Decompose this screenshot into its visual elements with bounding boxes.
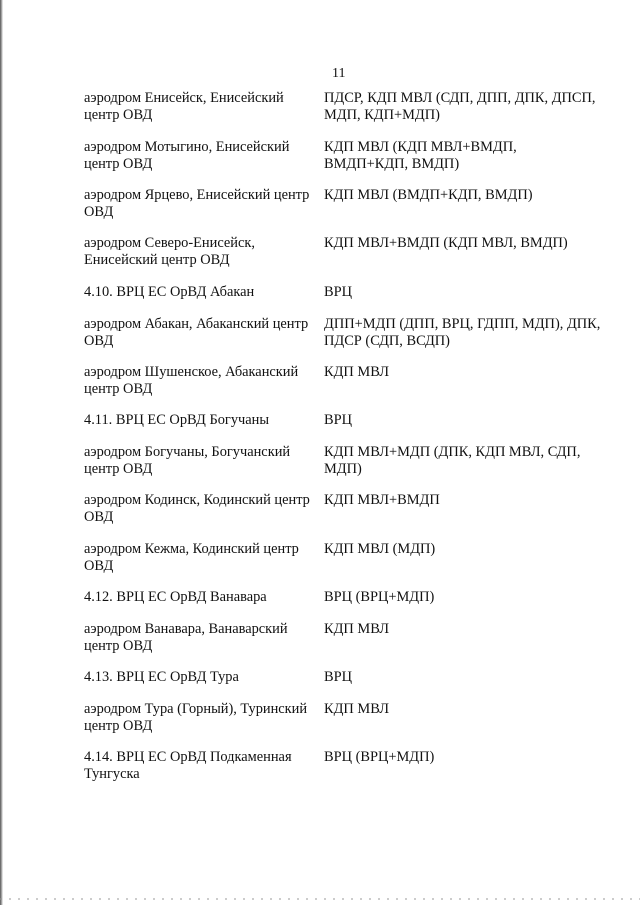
table-row xyxy=(84,90,604,124)
section-row xyxy=(84,669,604,686)
table-row xyxy=(84,187,604,221)
aerodrome-name: аэродром Мотыгино, Енисейский центр ОВД xyxy=(84,139,290,172)
atc-units: КДП МВЛ xyxy=(324,621,390,637)
table-row xyxy=(84,139,604,173)
table-row xyxy=(84,364,604,398)
table-row xyxy=(84,492,604,526)
aerodrome-name: аэродром Ярцево, Енисейский центр ОВД xyxy=(84,187,310,220)
section-heading: 4.14. ВРЦ ЕС ОрВД Подкаменная Тунгуска xyxy=(84,749,292,782)
aerodrome-name: аэродром Тура (Горный), Туринский центр ОВД xyxy=(84,701,308,734)
aerodrome-name: аэродром Енисейск, Енисейский центр ОВД xyxy=(84,90,284,123)
section-heading: 4.12. ВРЦ ЕС ОрВД Ванавара xyxy=(84,589,267,605)
aerodrome-name: аэродром Северо-Енисейск, Енисейский центр ОВД xyxy=(84,235,255,268)
atc-units: ПДСР, КДП МВЛ (СДП, ДПП, ДПК, ДПСП, МДП, КДП+МДП) xyxy=(324,90,596,123)
atc-units: КДП МВЛ (КДП МВЛ+ВМДП, ВМДП+КДП, ВМДП) xyxy=(324,139,517,172)
section-heading: 4.10. ВРЦ ЕС ОрВД Абакан xyxy=(84,284,255,300)
atc-units: ВРЦ xyxy=(324,669,352,685)
aerodrome-name: аэродром Кодинск, Кодинский центр ОВД xyxy=(84,492,310,525)
table-row xyxy=(84,444,604,478)
atc-units: КДП МВЛ+ВМДП (КДП МВЛ, ВМДП) xyxy=(324,235,568,251)
atc-units: ВРЦ xyxy=(324,284,352,300)
section-heading: 4.11. ВРЦ ЕС ОрВД Богучаны xyxy=(84,412,270,428)
atc-units: ВРЦ (ВРЦ+МДП) xyxy=(324,749,435,765)
section-row xyxy=(84,589,604,606)
aerodrome-name: аэродром Ванавара, Ванаварский центр ОВД xyxy=(84,621,288,654)
section-heading: 4.13. ВРЦ ЕС ОрВД Тура xyxy=(84,669,239,685)
section-row xyxy=(84,284,604,301)
aerodrome-name: аэродром Богучаны, Богучанский центр ОВД xyxy=(84,444,291,477)
atc-units: ДПП+МДП (ДПП, ВРЦ, ГДПП, МДП), ДПК, ПДСР (СДП, ВСДП) xyxy=(324,316,601,349)
atc-units: КДП МВЛ+ВМДП xyxy=(324,492,440,508)
atc-units: КДП МВЛ+МДП (ДПК, КДП МВЛ, СДП, МДП) xyxy=(324,444,581,477)
aerodrome-name: аэродром Абакан, Абаканский центр ОВД xyxy=(84,316,309,349)
section-row xyxy=(84,749,604,783)
scan-artifact xyxy=(0,898,640,900)
table-row xyxy=(84,701,604,735)
atc-units: КДП МВЛ (ВМДП+КДП, ВМДП) xyxy=(324,187,533,203)
table-row xyxy=(84,541,604,575)
section-row xyxy=(84,412,604,429)
table-row xyxy=(84,316,604,350)
atc-units: КДП МВЛ xyxy=(324,701,390,717)
atc-units: ВРЦ xyxy=(324,412,352,428)
page-number: 11 xyxy=(332,66,346,81)
scan-edge xyxy=(0,0,3,905)
aerodrome-name: аэродром Шушенское, Абаканский центр ОВД xyxy=(84,364,299,397)
atc-units: ВРЦ (ВРЦ+МДП) xyxy=(324,589,435,605)
table-row xyxy=(84,235,604,269)
aerodrome-name: аэродром Кежма, Кодинский центр ОВД xyxy=(84,541,299,574)
atc-units: КДП МВЛ (МДП) xyxy=(324,541,436,557)
atc-units: КДП МВЛ xyxy=(324,364,390,380)
table-row xyxy=(84,621,604,655)
